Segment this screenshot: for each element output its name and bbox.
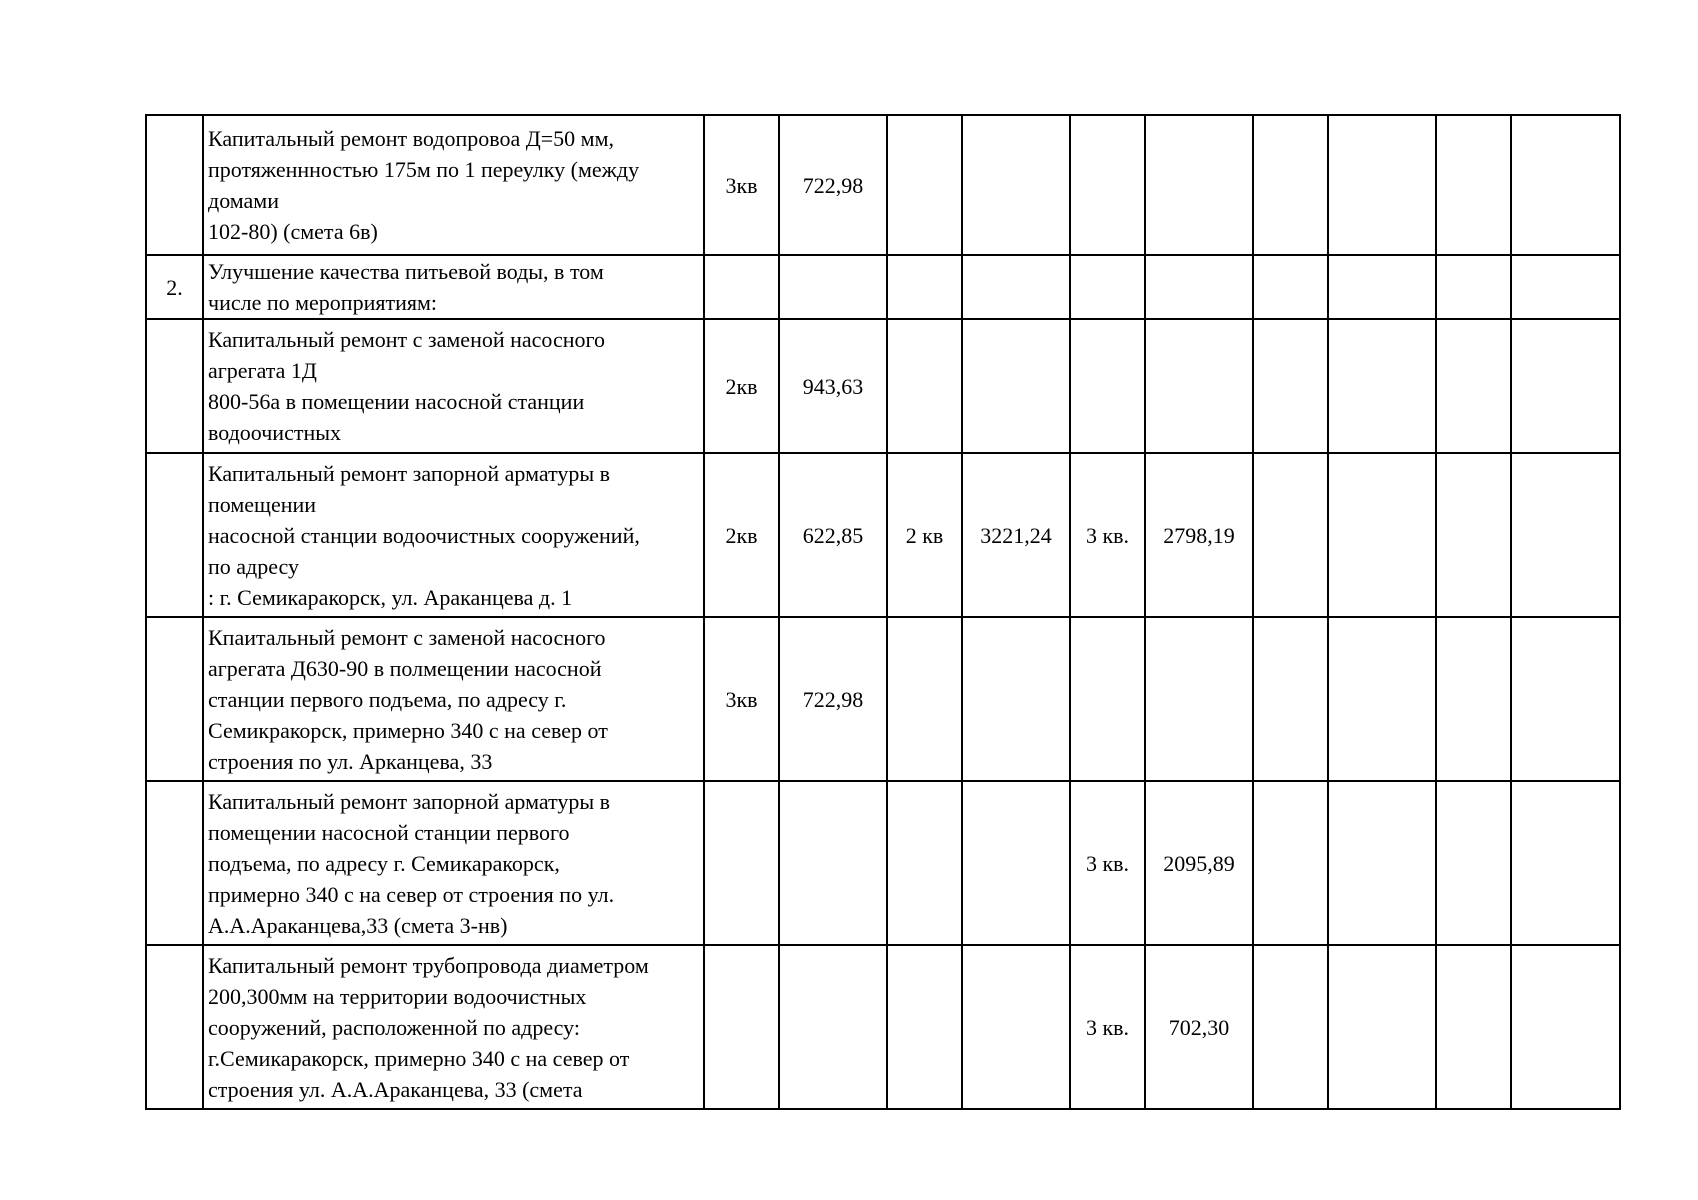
- period-cell: 2 кв: [887, 453, 962, 617]
- table-row: [146, 115, 1620, 255]
- description-cell: [203, 453, 704, 617]
- period-cell: 2кв: [704, 319, 779, 453]
- description-line: 800-56а в помещении насосной станции: [208, 389, 585, 414]
- period-cell: [1070, 319, 1145, 453]
- period-cell: 3 кв.: [1070, 781, 1145, 945]
- amount-cell: [962, 115, 1070, 255]
- table-row: [146, 945, 1620, 1109]
- amount-cell: [1145, 319, 1253, 453]
- period-cell: [1070, 255, 1145, 319]
- row-number-cell: 2.: [146, 255, 203, 319]
- period-cell: [1253, 255, 1328, 319]
- amount-cell: 622,85: [779, 453, 887, 617]
- period-cell: [887, 255, 962, 319]
- description-cell: [203, 617, 704, 781]
- description-line: числе по мероприятиям:: [208, 290, 438, 315]
- period-cell: [1070, 617, 1145, 781]
- description-line: агрегата Д630-90 в полмещении насосной: [208, 655, 602, 681]
- row-number-cell: [146, 453, 203, 617]
- description-line: Кпаитальный ремонт с заменой насосного: [208, 624, 606, 650]
- amount-cell: [1511, 945, 1620, 1109]
- amount-cell: [779, 255, 887, 319]
- description-line: станции первого подъема, по адресу г.: [208, 686, 567, 712]
- amount-cell: [1145, 617, 1253, 781]
- amount-cell: 2095,89: [1145, 781, 1253, 945]
- period-cell: [887, 115, 962, 255]
- amount-cell: [962, 255, 1070, 319]
- amount-cell: 722,98: [779, 115, 887, 255]
- description-line: примерно 340 с на север от строения по ул.: [208, 881, 615, 907]
- period-cell: [887, 617, 962, 781]
- amount-cell: [1328, 115, 1436, 255]
- description-cell: [203, 255, 704, 319]
- amount-cell: [1511, 319, 1620, 453]
- amount-cell: [779, 945, 887, 1109]
- table-row: [146, 319, 1620, 453]
- amount-cell: [1328, 453, 1436, 617]
- period-cell: 2кв: [704, 453, 779, 617]
- row-number-cell: [146, 115, 203, 255]
- description-line: протяженнностью 175м по 1 переулку (между: [208, 157, 640, 182]
- amount-cell: [1328, 319, 1436, 453]
- period-cell: 3 кв.: [1070, 453, 1145, 617]
- amount-cell: 943,63: [779, 319, 887, 453]
- period-cell: [887, 945, 962, 1109]
- period-cell: [887, 781, 962, 945]
- amount-cell: 2798,19: [1145, 453, 1253, 617]
- description-line: подъема, по адресу г. Семикаракорск,: [208, 850, 560, 876]
- description-line: помещении: [208, 491, 317, 517]
- amount-cell: [1328, 945, 1436, 1109]
- period-cell: [1253, 115, 1328, 255]
- description-line: А.А.Араканцева,33 (смета 3-нв): [208, 912, 508, 938]
- amount-cell: 3221,24: [962, 453, 1070, 617]
- description-line: Семикракорск, примерно 340 с на север от: [208, 717, 608, 743]
- amount-cell: [1145, 255, 1253, 319]
- amount-cell: 722,98: [779, 617, 887, 781]
- period-cell: [704, 945, 779, 1109]
- amount-cell: [779, 781, 887, 945]
- description-line: 200,300мм на территории водоочистных: [208, 983, 587, 1009]
- description-line: водоочистных: [208, 420, 341, 445]
- description-cell: [203, 115, 704, 255]
- amount-cell: [1511, 453, 1620, 617]
- period-cell: [1436, 617, 1511, 781]
- period-cell: [1436, 453, 1511, 617]
- period-cell: [1436, 945, 1511, 1109]
- table-row: [146, 617, 1620, 781]
- description-line: строения по ул. Арканцева, 33: [208, 748, 493, 774]
- description-line: 102-80) (смета 6в): [208, 219, 378, 244]
- description-line: по адресу: [208, 553, 300, 579]
- description-line: : г. Семикаракорск, ул. Араканцева д. 1: [208, 584, 573, 610]
- description-line: помещении насосной станции первого: [208, 819, 570, 845]
- description-line: домами: [208, 188, 280, 213]
- description-cell: [203, 945, 704, 1109]
- amount-cell: [1145, 115, 1253, 255]
- period-cell: [1436, 781, 1511, 945]
- row-number-cell: [146, 781, 203, 945]
- period-cell: [704, 781, 779, 945]
- period-cell: [1436, 255, 1511, 319]
- period-cell: [1070, 115, 1145, 255]
- period-cell: [1253, 945, 1328, 1109]
- amount-cell: [1511, 255, 1620, 319]
- table-row: [146, 453, 1620, 617]
- period-cell: [1436, 319, 1511, 453]
- description-line: строения ул. А.А.Араканцева, 33 (смета: [208, 1076, 583, 1102]
- row-number-cell: [146, 319, 203, 453]
- amount-cell: [962, 617, 1070, 781]
- description-cell: [203, 781, 704, 945]
- description-line: Капитальный ремонт запорной арматуры в: [208, 788, 611, 814]
- amount-cell: [1511, 781, 1620, 945]
- period-cell: 3кв: [704, 617, 779, 781]
- amount-cell: 702,30: [1145, 945, 1253, 1109]
- description-line: г.Семикаракорск, примерно 340 с на север от: [208, 1045, 630, 1071]
- period-cell: [1253, 617, 1328, 781]
- works-table: [145, 114, 1621, 1110]
- description-cell: [203, 319, 704, 453]
- period-cell: 3кв: [704, 115, 779, 255]
- description-line: Капитальный ремонт запорной арматуры в: [208, 460, 611, 486]
- period-cell: 3 кв.: [1070, 945, 1145, 1109]
- table-row: [146, 781, 1620, 945]
- amount-cell: [962, 319, 1070, 453]
- amount-cell: [962, 945, 1070, 1109]
- period-cell: [704, 255, 779, 319]
- period-cell: [887, 319, 962, 453]
- table-row: [146, 255, 1620, 319]
- amount-cell: [962, 781, 1070, 945]
- description-line: Капитальный ремонт с заменой насосного: [208, 327, 605, 352]
- amount-cell: [1511, 617, 1620, 781]
- amount-cell: [1328, 617, 1436, 781]
- period-cell: [1253, 453, 1328, 617]
- amount-cell: [1511, 115, 1620, 255]
- period-cell: [1253, 781, 1328, 945]
- amount-cell: [1328, 781, 1436, 945]
- description-line: сооружений, расположенной по адресу:: [208, 1014, 580, 1040]
- description-line: насосной станции водоочистных сооружений,: [208, 522, 640, 548]
- row-number-cell: [146, 617, 203, 781]
- period-cell: [1253, 319, 1328, 453]
- period-cell: [1436, 115, 1511, 255]
- table-body: [146, 115, 1620, 1109]
- row-number-cell: [146, 945, 203, 1109]
- description-line: Капитальный ремонт водопровоа Д=50 мм,: [208, 126, 614, 151]
- description-line: агрегата 1Д: [208, 358, 317, 383]
- description-line: Капитальный ремонт трубопровода диаметром: [208, 952, 649, 978]
- amount-cell: [1328, 255, 1436, 319]
- description-line: Улучшение качества питьевой воды, в том: [208, 259, 604, 284]
